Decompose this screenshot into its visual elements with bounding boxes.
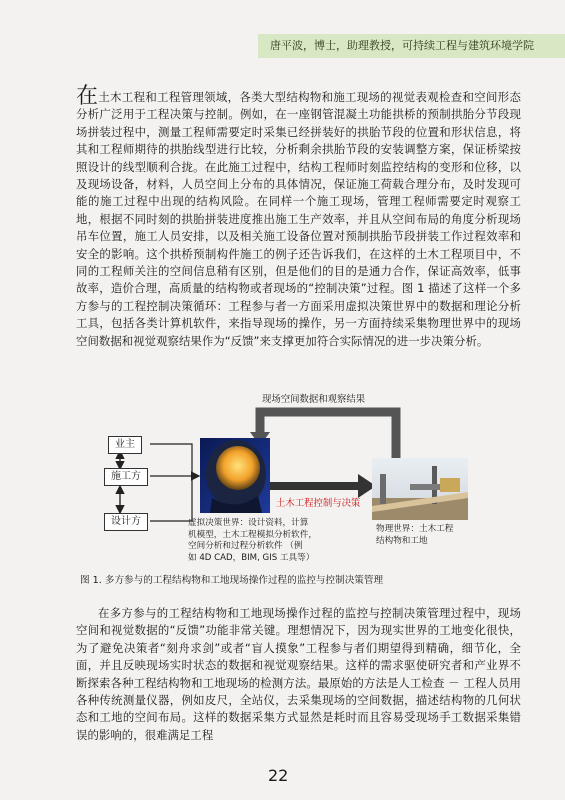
virtual-world-line: 如 4D CAD，BIM, GIS 工具等） xyxy=(188,552,315,563)
feedback-loop-arrow xyxy=(260,412,396,458)
header-author-line: 唐平波，博士，助理教授，可持续工程与建筑环境学院 xyxy=(270,39,534,52)
connector-owner xyxy=(150,444,192,472)
physical-world-description xyxy=(376,524,453,547)
stakeholder-designer: 设计方 xyxy=(104,513,148,531)
brain-head-image xyxy=(200,438,270,513)
figure-1 xyxy=(80,388,500,576)
paragraph-2: 在多方参与的工程结构物和工地现场操作过程的监控与控制决策管理过程中，现场空间和视觉数据的“反馈”功能非常关键。理想情况下，因为现实世界的工地变化很快，为了避免决策者“刻舟求剑”或者“盲人摸象”工程参与者们期望得到精确，细节化，全面，并且反映现场实时状态的数据和视觉观察结果。这样的需求驱使研究者和产业界不断探索各种工程结构物和工地现场的检测方法。最原始的方法是人工检查 － 工程人员用各种传统测量仪器，例如皮尺，全站仪，去采集现场的空间数据，描述结构物的几何状态和工地的空间布局。这样的数据采集方式显然是耗时而且容易受现场手工数据采集错误的影响的，很难满足工程 xyxy=(76,606,521,742)
connector-designer xyxy=(150,480,192,521)
paragraph-1-text: 土木工程和工程管理领域，各类大型结构物和施工现场的视觉表观检查和空间形态分析广泛用于工程决策与控制。例如，在一座钢管混凝土功能拱桥的预制拱胎分节段现场拼装过程中，测量工程师需要定时采集已经拼装好的拱胎节段的位置和形状信息，将其和工程师期待的拱胎线型进行比较，分析剩余拱胎节段的安装调整方案，保证桥梁按照设计的线型顺利合拢。在此施工过程中，结构工程师时刻监控结构的变形和位移，以及现场设备，材料，人员空间上分布的具体情况，保证施工荷载合理分布，及时发现可能的施工过程中出现的结构风险。在同样一个施工现场，管理工程师需要定时观察工地，根据不同时刻的拱胎拼装进度推出施工生产效率，并且从空间布局的角度分析现场吊车位置，施工人员安排，以及相关施工设备位置对预制拱胎节段拼装工作过程效率和安全的影响。这个拱桥预制构件施工的例子还告诉我们，在这样的土木工程项目中，不同的工程师关注的空间信息稍有区别，但是他们的目的是通力合作，保证高效率，低事故率，造价合理，高质量的结构物或者现场的“控制决策”过程。图 1 描述了这样一个多方参与的工程控制决策循环：工程参与者一方面采用虚拟决策世界中的数据和理论分析工具，包括各类计算机软件，来指导现场的操作，另一方面持续采集物理世界中的现场空间数据和视觉观察结果作为“反馈”来支撑更加符合实际情况的进一步决策分析。 xyxy=(76,90,521,348)
drop-cap: 在 xyxy=(76,84,99,109)
virtual-world-line: 机模型，土木工程模拟分析软件， xyxy=(188,529,317,540)
construction-site-photo xyxy=(372,458,468,520)
paragraph-1 xyxy=(76,84,521,350)
figure-1-caption: 图 1. 多方参与的工程结构物和工地现场操作过程的监控与控制决策管理 xyxy=(80,575,384,586)
physical-world-line: 结构物和工地 xyxy=(376,535,428,546)
stakeholder-contractor: 施工方 xyxy=(104,468,148,486)
physical-world-line: 物理世界：土木工程 xyxy=(376,524,454,534)
virtual-world-line: 空间分析和过程分析软件 （例 xyxy=(188,541,303,552)
control-decision-label: 土木工程控制与决策 xyxy=(276,498,361,509)
virtual-world-description xyxy=(188,518,317,564)
virtual-world-line: 虚拟决策世界：设计资料，计算 xyxy=(188,518,309,528)
feedback-label: 现场空间数据和观察结果 xyxy=(262,394,366,405)
stakeholder-owner: 业主 xyxy=(108,436,142,454)
page-number: 22 xyxy=(268,766,289,785)
